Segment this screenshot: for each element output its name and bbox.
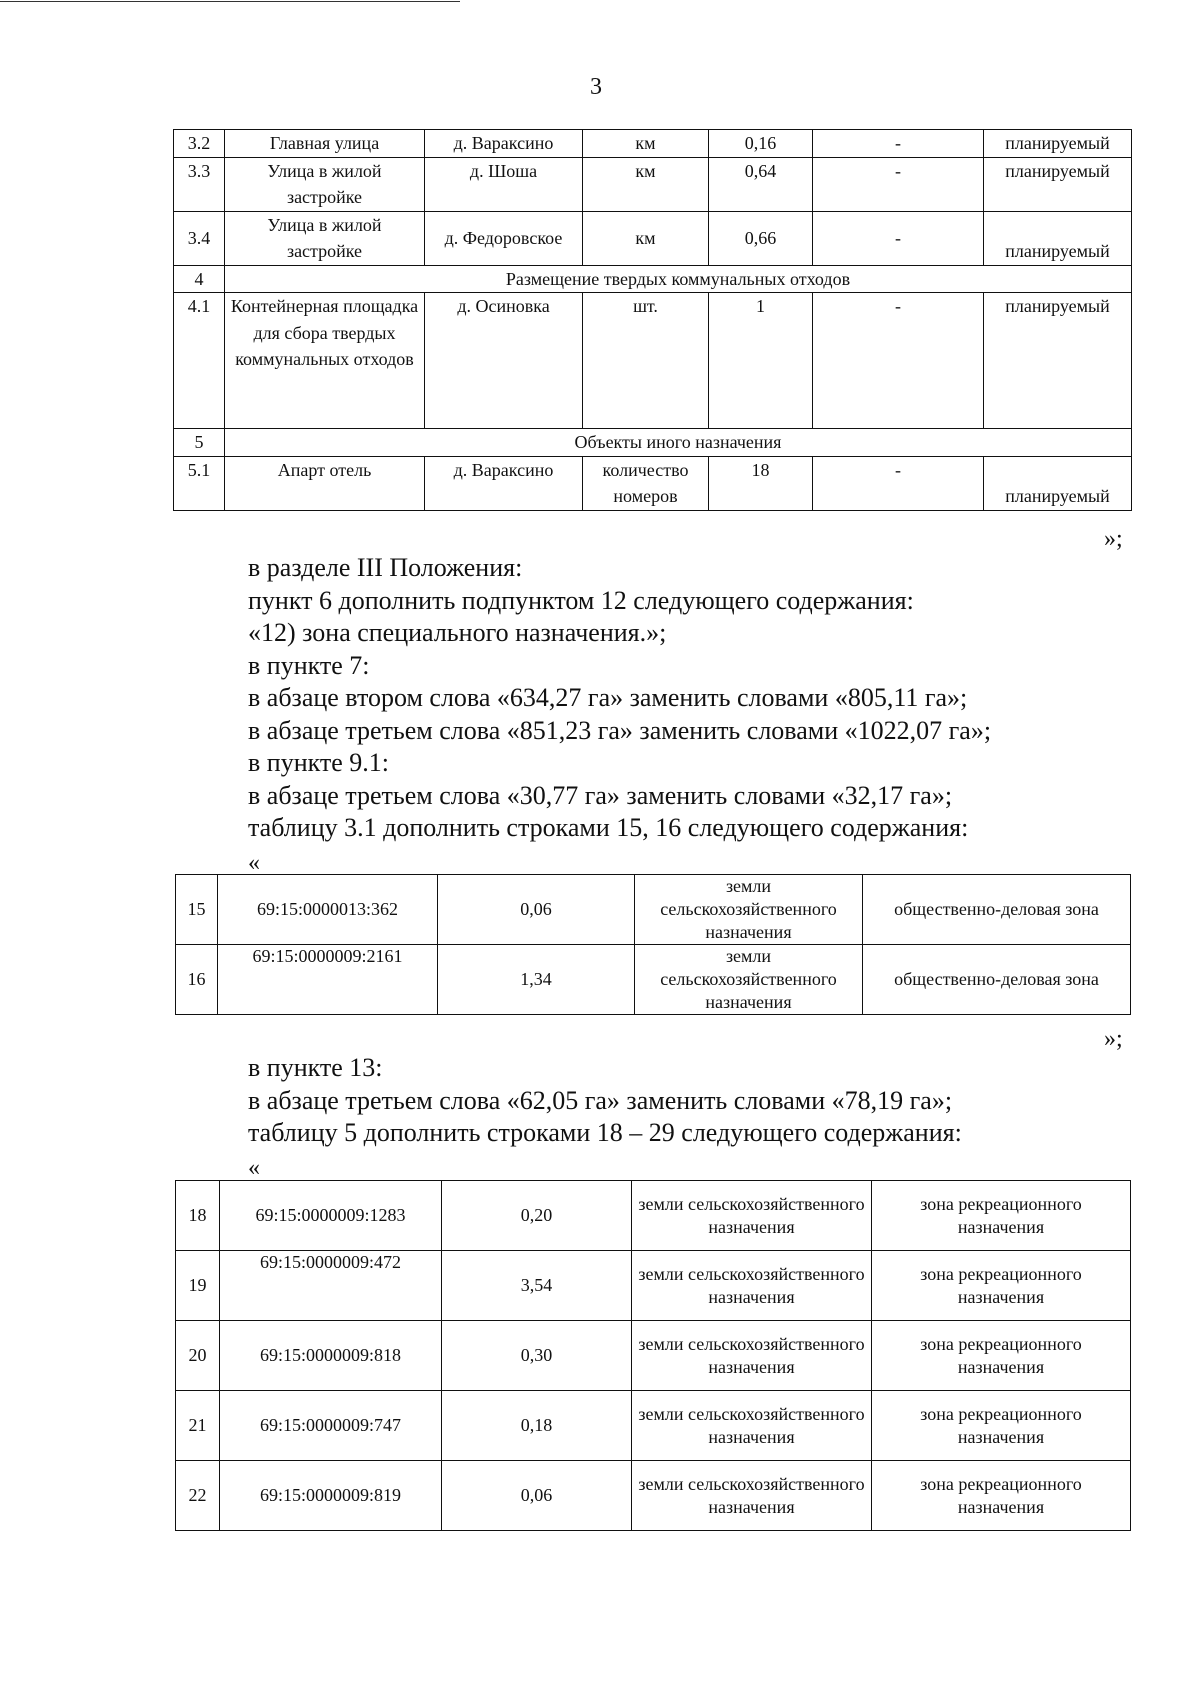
table-row: [174, 157, 1132, 211]
row-number: 21: [176, 1391, 220, 1461]
land-category: земли сельскохозяйственного назначения: [632, 1461, 872, 1531]
cadastral-number: 69:15:0000009:2161: [218, 945, 438, 1015]
row-number: 20: [176, 1321, 220, 1391]
row-number: 3.3: [174, 157, 225, 211]
row-number: 22: [176, 1461, 220, 1531]
row-number: 3.2: [174, 130, 225, 158]
row-number: 18: [176, 1181, 220, 1251]
area-ha: 1,34: [438, 945, 635, 1015]
paragraph-line: в абзаце третьем слова «30,77 га» заменить словами «32,17 га»;: [248, 780, 953, 810]
objects-table: [173, 129, 1132, 511]
closing-quote: »;: [1104, 1026, 1123, 1052]
cadastral-number: 69:15:0000009:472: [220, 1251, 442, 1321]
paragraph-line: в пункте 7:: [248, 650, 370, 680]
closing-quote: »;: [1104, 526, 1123, 552]
dash-cell: -: [813, 130, 984, 158]
area-ha: 0,06: [442, 1461, 632, 1531]
table-row: [176, 1391, 1131, 1461]
unit: км: [583, 130, 709, 158]
paragraph-line: в разделе III Положения:: [248, 553, 523, 582]
public-business-zone-table: [175, 874, 1131, 1015]
table-row: [174, 130, 1132, 158]
unit: шт.: [583, 293, 709, 429]
location: д. Вараксино: [425, 456, 583, 510]
table-row: [174, 429, 1132, 457]
area-ha: 0,06: [438, 875, 635, 945]
recreation-zone-table: [175, 1180, 1131, 1531]
dash-cell: -: [813, 211, 984, 265]
scan-edge-line: [0, 1, 460, 2]
status: планируемый: [984, 157, 1132, 211]
cadastral-number: 69:15:0000009:818: [220, 1321, 442, 1391]
table-row: [174, 265, 1132, 293]
value: 0,66: [709, 211, 813, 265]
table-row: [176, 875, 1131, 945]
paragraph-line: «12) зона специального назначения.»;: [248, 618, 667, 647]
location: д. Шоша: [425, 157, 583, 211]
opening-quote: «: [248, 850, 260, 876]
value: 18: [709, 456, 813, 510]
location: д. Осиновка: [425, 293, 583, 429]
paragraph-line: таблицу 5 дополнить строками 18 – 29 следующего содержания:: [248, 1118, 962, 1147]
location: д. Вараксино: [425, 130, 583, 158]
land-category: земли сельскохозяйственного назначения: [632, 1251, 872, 1321]
status: планируемый: [984, 211, 1132, 265]
land-category: земли сельскохозяйственного назначения: [635, 945, 863, 1015]
land-category: земли сельскохозяйственного назначения: [632, 1391, 872, 1461]
zone-type: общественно-деловая зона: [863, 945, 1131, 1015]
table-row: [176, 1251, 1131, 1321]
row-number: 5.1: [174, 456, 225, 510]
land-category: земли сельскохозяйственного назначения: [632, 1181, 872, 1251]
unit: количество номеров: [583, 456, 709, 510]
value: 0,64: [709, 157, 813, 211]
table-row: [174, 456, 1132, 510]
table-row: [174, 211, 1132, 265]
zone-type: зона рекреационного назначения: [872, 1321, 1131, 1391]
opening-quote: «: [248, 1155, 260, 1181]
status: планируемый: [984, 130, 1132, 158]
zone-type: зона рекреационного назначения: [872, 1391, 1131, 1461]
area-ha: 0,18: [442, 1391, 632, 1461]
row-number: 4: [174, 265, 225, 293]
zone-type: зона рекреационного назначения: [872, 1251, 1131, 1321]
zone-type: общественно-деловая зона: [863, 875, 1131, 945]
paragraph-line: таблицу 3.1 дополнить строками 15, 16 следующего содержания:: [248, 813, 969, 842]
object-name: Главная улица: [225, 130, 425, 158]
table-row: [176, 1181, 1131, 1251]
cadastral-number: 69:15:0000009:819: [220, 1461, 442, 1531]
row-number: 16: [176, 945, 218, 1015]
value: 0,16: [709, 130, 813, 158]
section-heading: Объекты иного назначения: [225, 429, 1132, 457]
area-ha: 3,54: [442, 1251, 632, 1321]
table-row: [176, 945, 1131, 1015]
land-category: земли сельскохозяйственного назначения: [635, 875, 863, 945]
cadastral-number: 69:15:0000009:1283: [220, 1181, 442, 1251]
object-name: Контейнерная площадка для сбора твердых коммунальных отходов: [225, 293, 425, 429]
area-ha: 0,20: [442, 1181, 632, 1251]
page-number: 3: [590, 74, 602, 100]
unit: км: [583, 157, 709, 211]
table-row: [176, 1321, 1131, 1391]
row-number: 3.4: [174, 211, 225, 265]
cadastral-number: 69:15:0000013:362: [218, 875, 438, 945]
paragraph-line: в абзаце третьем слова «851,23 га» заменить словами «1022,07 га»;: [248, 715, 992, 745]
status: планируемый: [984, 293, 1132, 429]
paragraph-line: пункт 6 дополнить подпунктом 12 следующего содержания:: [248, 585, 914, 615]
row-number: 5: [174, 429, 225, 457]
cadastral-number: 69:15:0000009:747: [220, 1391, 442, 1461]
table-row: [174, 293, 1132, 429]
value: 1: [709, 293, 813, 429]
dash-cell: -: [813, 293, 984, 429]
row-number: 4.1: [174, 293, 225, 429]
section-heading: Размещение твердых коммунальных отходов: [225, 265, 1132, 293]
object-name: Апарт отель: [225, 456, 425, 510]
land-category: земли сельскохозяйственного назначения: [632, 1321, 872, 1391]
table-row: [176, 1461, 1131, 1531]
paragraph-line: в абзаце третьем слова «62,05 га» заменить словами «78,19 га»;: [248, 1085, 953, 1115]
unit: км: [583, 211, 709, 265]
row-number: 19: [176, 1251, 220, 1321]
status: планируемый: [984, 456, 1132, 510]
dash-cell: -: [813, 456, 984, 510]
area-ha: 0,30: [442, 1321, 632, 1391]
zone-type: зона рекреационного назначения: [872, 1461, 1131, 1531]
object-name: Улица в жилой застройке: [225, 211, 425, 265]
location: д. Федоровское: [425, 211, 583, 265]
object-name: Улица в жилой застройке: [225, 157, 425, 211]
dash-cell: -: [813, 157, 984, 211]
row-number: 15: [176, 875, 218, 945]
paragraph-line: в пункте 9.1:: [248, 748, 390, 777]
zone-type: зона рекреационного назначения: [872, 1181, 1131, 1251]
paragraph-line: в абзаце втором слова «634,27 га» заменить словами «805,11 га»;: [248, 683, 968, 712]
paragraph-line: в пункте 13:: [248, 1053, 383, 1082]
